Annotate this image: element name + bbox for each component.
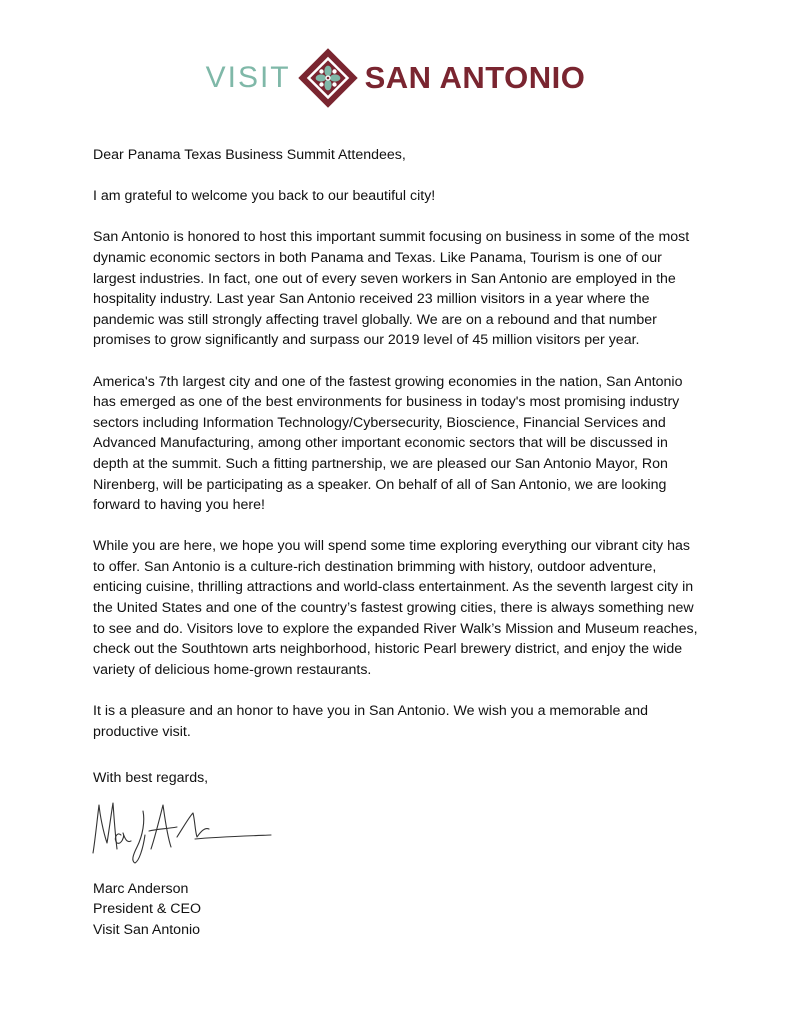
- paragraph-business: America's 7th largest city and one of the fastest growing economies in the nation, San Antonio has emerged as one of the best environments for business in today's most promising industry sectors including Information Technology/Cybersecurity, Bioscience, Financial Services and Advanced Manufacturing, among other important economic sectors that will be discussed in depth at the summit. Such a fitting partnership, we are pleased our San Antonio Mayor, Ron Nirenberg, will be participating as a speaker. On behalf of all of San Antonio, we are looking forward to having you here!: [93, 373, 683, 514]
- paragraph-summit: San Antonio is honored to host this important summit focusing on business in some of the most dynamic economic sectors in both Panama and Texas. Like Panama, Tourism is one of our largest industries. In fact, one out of every seven workers in San Antonio are employed in the hospitality industry. Last year San Antonio received 23 million visitors in a year where the pandemic was still strongly affecting travel globally. We are on a rebound and that number promises to grow significantly and surpass our 2019 level of 45 million visitors per year.: [93, 229, 690, 349]
- handwritten-signature: [85, 791, 285, 871]
- logo-word-visit: VISIT: [205, 61, 291, 94]
- visit-san-antonio-logo: [0, 44, 791, 112]
- closing-line: With best regards,: [93, 770, 209, 787]
- letter-body: [93, 145, 703, 941]
- paragraph-pleasure: It is a pleasure and an honor to have you in San Antonio. We wish you a memorable and productive visit.: [93, 703, 648, 740]
- signer-block: [93, 879, 703, 941]
- signer-title: President & CEO: [93, 901, 202, 918]
- diamond-floral-emblem-icon: [297, 47, 359, 109]
- salutation: Dear Panama Texas Business Summit Attendees,: [93, 147, 406, 163]
- signer-name: Marc Anderson: [93, 880, 189, 897]
- paragraph-welcome: I am grateful to welcome you back to our beautiful city!: [93, 188, 436, 205]
- signer-organization: Visit San Antonio: [93, 922, 201, 938]
- paragraph-explore: While you are here, we hope you will spend some time exploring everything our vibrant city has to offer. San Antonio is a culture-rich destination brimming with history, outdoor adventure, enticing cuisine, thrilling attractions and world-class entertainment. As the seventh largest city in the United States and one of the country’s fastest growing cities, there is always something new to see and do. Visitors love to explore the expanded River Walk’s Mission and Museum reaches, check out the Southtown arts neighborhood, historic Pearl brewery district, and enjoy the wide variety of delicious home-grown restaurants.: [93, 538, 698, 678]
- logo-word-san-antonio: SAN ANTONIO: [364, 60, 586, 95]
